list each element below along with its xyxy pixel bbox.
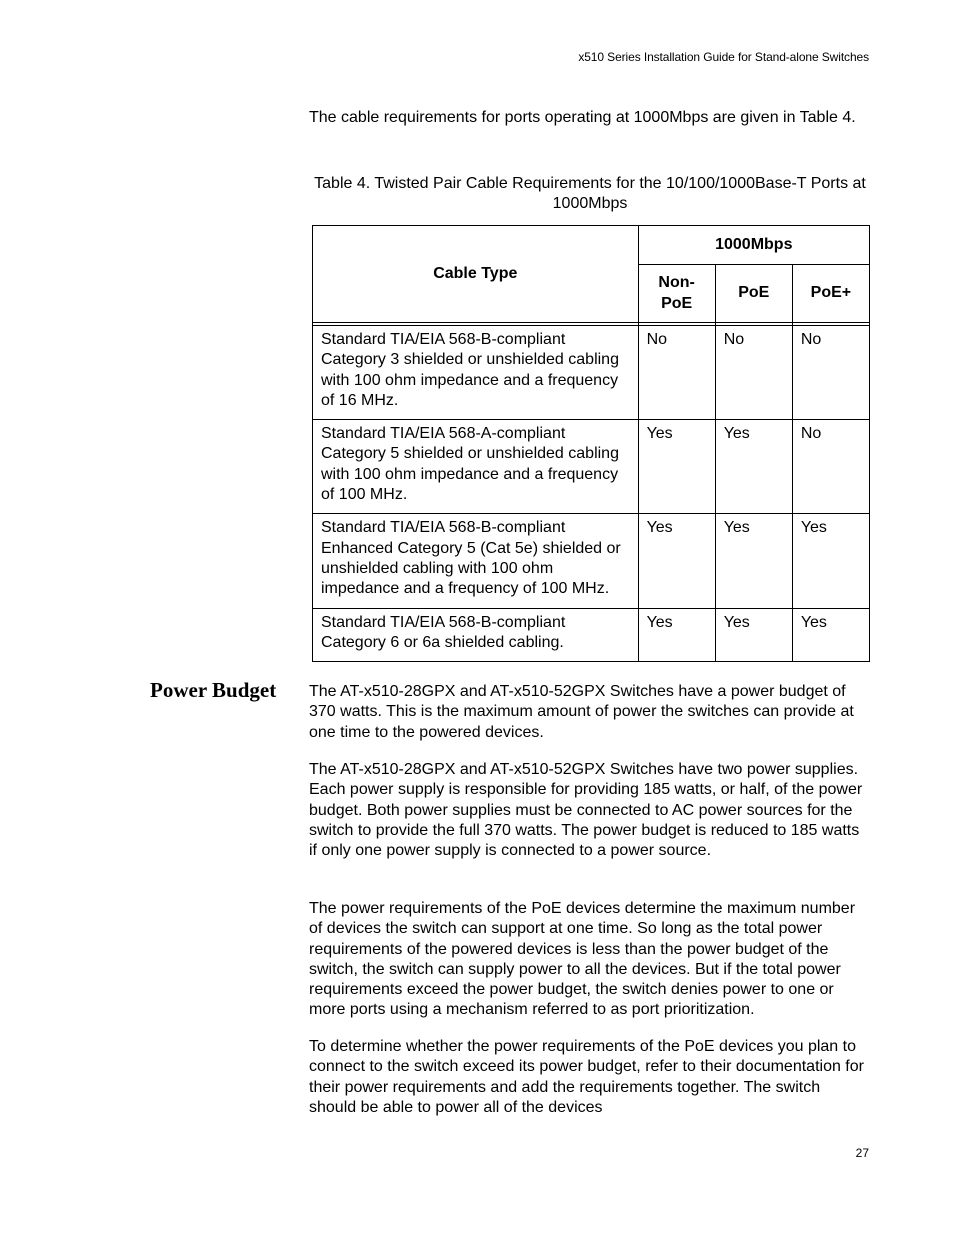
poe-cell: Yes [715, 514, 792, 608]
cable-cell: Standard TIA/EIA 568-B-compliant Category 3 shielded or unshielded cabling with 100 ohm impedance and a frequency of 16 MHz. [313, 326, 639, 420]
non-poe-cell: Yes [638, 608, 715, 662]
cable-type-header: Cable Type [313, 226, 639, 323]
body-paragraph: The power requirements of the PoE devices determine the maximum number of devices the switch can support at one time. So long as the total power requirements of the powered devices is less than the power budget of the switch, the switch can supply power to all the devices. But if the total power requirements exceed the power budget, the switch denies power to one or more ports using a mechanism referred to as port prioritization. [309, 900, 856, 1019]
intro-paragraph: The cable requirements for ports operating at 1000Mbps are given in Table 4. [309, 109, 856, 126]
table-caption: Table 4. Twisted Pair Cable Requirements for the 10/100/1000Base-T Ports at 1000Mbps [314, 175, 866, 213]
table-row [313, 608, 870, 662]
poe-cell: Yes [715, 608, 792, 662]
non-poe-cell: Yes [638, 514, 715, 608]
body-paragraph: The AT-x510-28GPX and AT-x510-52GPX Switches have two power supplies. Each power supply is responsible for providing 185 watts, or half, of the power budget. Both power supplies must be connected to AC power sources for the switch to provide the full 370 watts. The power budget is reduced to 185 watts if only one power supply is connected to a power source. [309, 761, 863, 860]
poe-plus-cell: No [792, 326, 869, 420]
cable-cell: Standard TIA/EIA 568-A-compliant Category 5 shielded or unshielded cabling with 100 ohm impedance and a frequency of 100 MHz. [313, 420, 639, 514]
table-row [313, 326, 870, 420]
non-poe-cell: Yes [638, 420, 715, 514]
cable-cell: Standard TIA/EIA 568-B-compliant Category 6 or 6a shielded cabling. [313, 608, 639, 662]
non-poe-cell: No [638, 326, 715, 420]
non-poe-header: Non-PoE [638, 265, 715, 323]
running-header: x510 Series Installation Guide for Stand-alone Switches [578, 50, 869, 64]
page-number: 27 [855, 1146, 869, 1160]
poe-cell: No [715, 326, 792, 420]
cable-cell: Standard TIA/EIA 568-B-compliant Enhanced Category 5 (Cat 5e) shielded or unshielded cabling with 100 ohm impedance and a frequency of 100 MHz. [313, 514, 639, 608]
poe-plus-cell: No [792, 420, 869, 514]
table-row [313, 420, 870, 514]
poe-cell: Yes [715, 420, 792, 514]
poe-plus-header: PoE+ [792, 265, 869, 323]
speed-header: 1000Mbps [638, 226, 869, 265]
poe-plus-cell: Yes [792, 514, 869, 608]
cable-requirements-table [312, 225, 870, 662]
table-row [313, 514, 870, 608]
poe-header: PoE [715, 265, 792, 323]
section-heading: Power Budget [150, 678, 277, 702]
poe-plus-cell: Yes [792, 608, 869, 662]
body-paragraph: The AT-x510-28GPX and AT-x510-52GPX Switches have a power budget of 370 watts. This is the maximum amount of power the switches can provide at one time to the powered devices. [309, 683, 854, 741]
body-paragraph: To determine whether the power requirements of the PoE devices you plan to connect to the switch exceed its power budget, refer to their documentation for their power requirements and add the requirements together. The switch should be able to power all of the devices [309, 1038, 864, 1116]
